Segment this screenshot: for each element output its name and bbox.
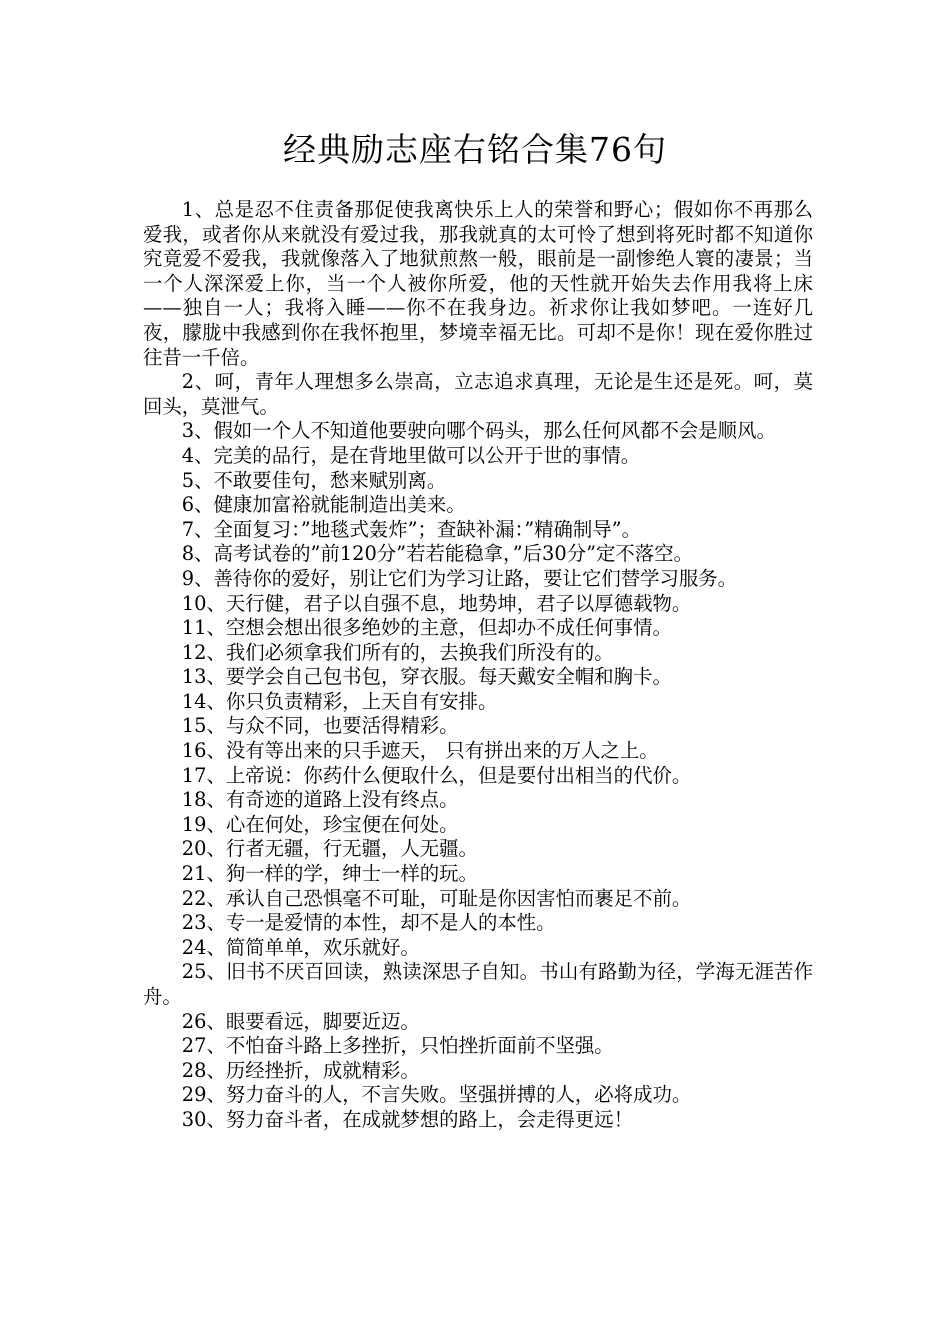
paragraph-25: 25、旧书不厌百回读，熟读深思子自知。书山有路勤为径，学海无涯苦作舟。 xyxy=(143,960,813,1008)
paragraph-24: 24、简简单单，欢乐就好。 xyxy=(181,935,420,959)
paragraph-9: 9、善待你的爱好，别让它们为学习让路，要让它们替学习服务。 xyxy=(181,566,738,590)
paragraph-3: 3、假如一个人不知道他要驶向哪个码头，那么任何风都不会是顺风。 xyxy=(181,419,776,443)
paragraph-7: 7、全面复习：”地毯式轰炸”；查缺补漏：”精确制导”。 xyxy=(181,517,641,541)
paragraph-23: 23、专一是爱情的本性，却不是人的本性。 xyxy=(181,911,556,935)
paragraph-21: 21、狗一样的学，绅士一样的玩。 xyxy=(181,862,478,886)
paragraph-6: 6、健康加富裕就能制造出美来。 xyxy=(181,493,466,517)
paragraph-28: 28、历经挫折，成就精彩。 xyxy=(181,1058,420,1082)
paragraph-17: 17、上帝说：你药什么便取什么，但是要付出相当的代价。 xyxy=(181,763,692,787)
paragraph-19: 19、心在何处，珍宝便在何处。 xyxy=(181,812,459,836)
paragraph-14: 14、你只负责精彩，上天自有安排。 xyxy=(181,689,498,713)
paragraph-22: 22、承认自己恐惧毫不可耻，可耻是你因害怕而裹足不前。 xyxy=(181,886,692,910)
paragraph-1: 1、总是忍不住责备那促使我离快乐上人的荣誉和野心；假如你不再那么爱我，或者你从来就没有爱过我，那我就真的太可怜了想到将死时都不知道你究竟爱不爱我，我就像落入了地狱煎熬一般，眼前是一副惨绝人寰的凄景；当一个人深深爱上你，当一个人被你所爱，他的天性就开始失去作用我将上床——独自一人；我将入睡——你不在我身边。祈求你让我如梦吧。一连好几夜，朦胧中我感到你在我怀抱里，梦境幸福无比。可却不是你！现在爱你胜过往昔一千倍。 xyxy=(143,198,813,369)
paragraph-16: 16、没有等出来的只手遮天， 只有拼出来的万人之上。 xyxy=(181,739,659,763)
document-body xyxy=(143,198,813,1133)
paragraph-26: 26、眼要看远，脚要近迈。 xyxy=(181,1009,420,1033)
paragraph-11: 11、空想会想出很多绝妙的主意，但却办不成任何事情。 xyxy=(181,616,672,640)
paragraph-18: 18、有奇迹的道路上没有终点。 xyxy=(181,788,459,812)
paragraph-29: 29、努力奋斗的人，不言失败。坚强拼搏的人，必将成功。 xyxy=(181,1083,692,1107)
paragraph-12: 12、我们必须拿我们所有的，去换我们所没有的。 xyxy=(181,640,614,664)
paragraph-27: 27、不怕奋斗路上多挫折，只怕挫折面前不坚强。 xyxy=(181,1034,614,1058)
paragraph-15: 15、与众不同，也要活得精彩。 xyxy=(181,714,459,738)
paragraph-10: 10、天行健，君子以自强不息，地势坤，君子以厚德载物。 xyxy=(181,591,692,615)
paragraph-30: 30、努力奋斗者，在成就梦想的路上，会走得更远！ xyxy=(181,1107,634,1131)
page-title: 经典励志座右铭合集76句 xyxy=(283,130,667,169)
paragraph-5: 5、不敢要佳句，愁来赋别离。 xyxy=(181,468,447,492)
paragraph-2: 2、呵，青年人理想多么崇高，立志追求真理，无论是生还是死。呵，莫回头，莫泄气。 xyxy=(143,370,813,418)
paragraph-13: 13、要学会自己包书包，穿衣服。每天戴安全帽和胸卡。 xyxy=(181,665,672,689)
paragraph-20: 20、行者无疆，行无疆，人无疆。 xyxy=(181,837,478,861)
paragraph-4: 4、完美的品行，是在背地里做可以公开于世的事情。 xyxy=(181,443,641,467)
paragraph-8: 8、高考试卷的”前120分”若若能稳拿，”后30分”定不落空。 xyxy=(181,542,693,566)
